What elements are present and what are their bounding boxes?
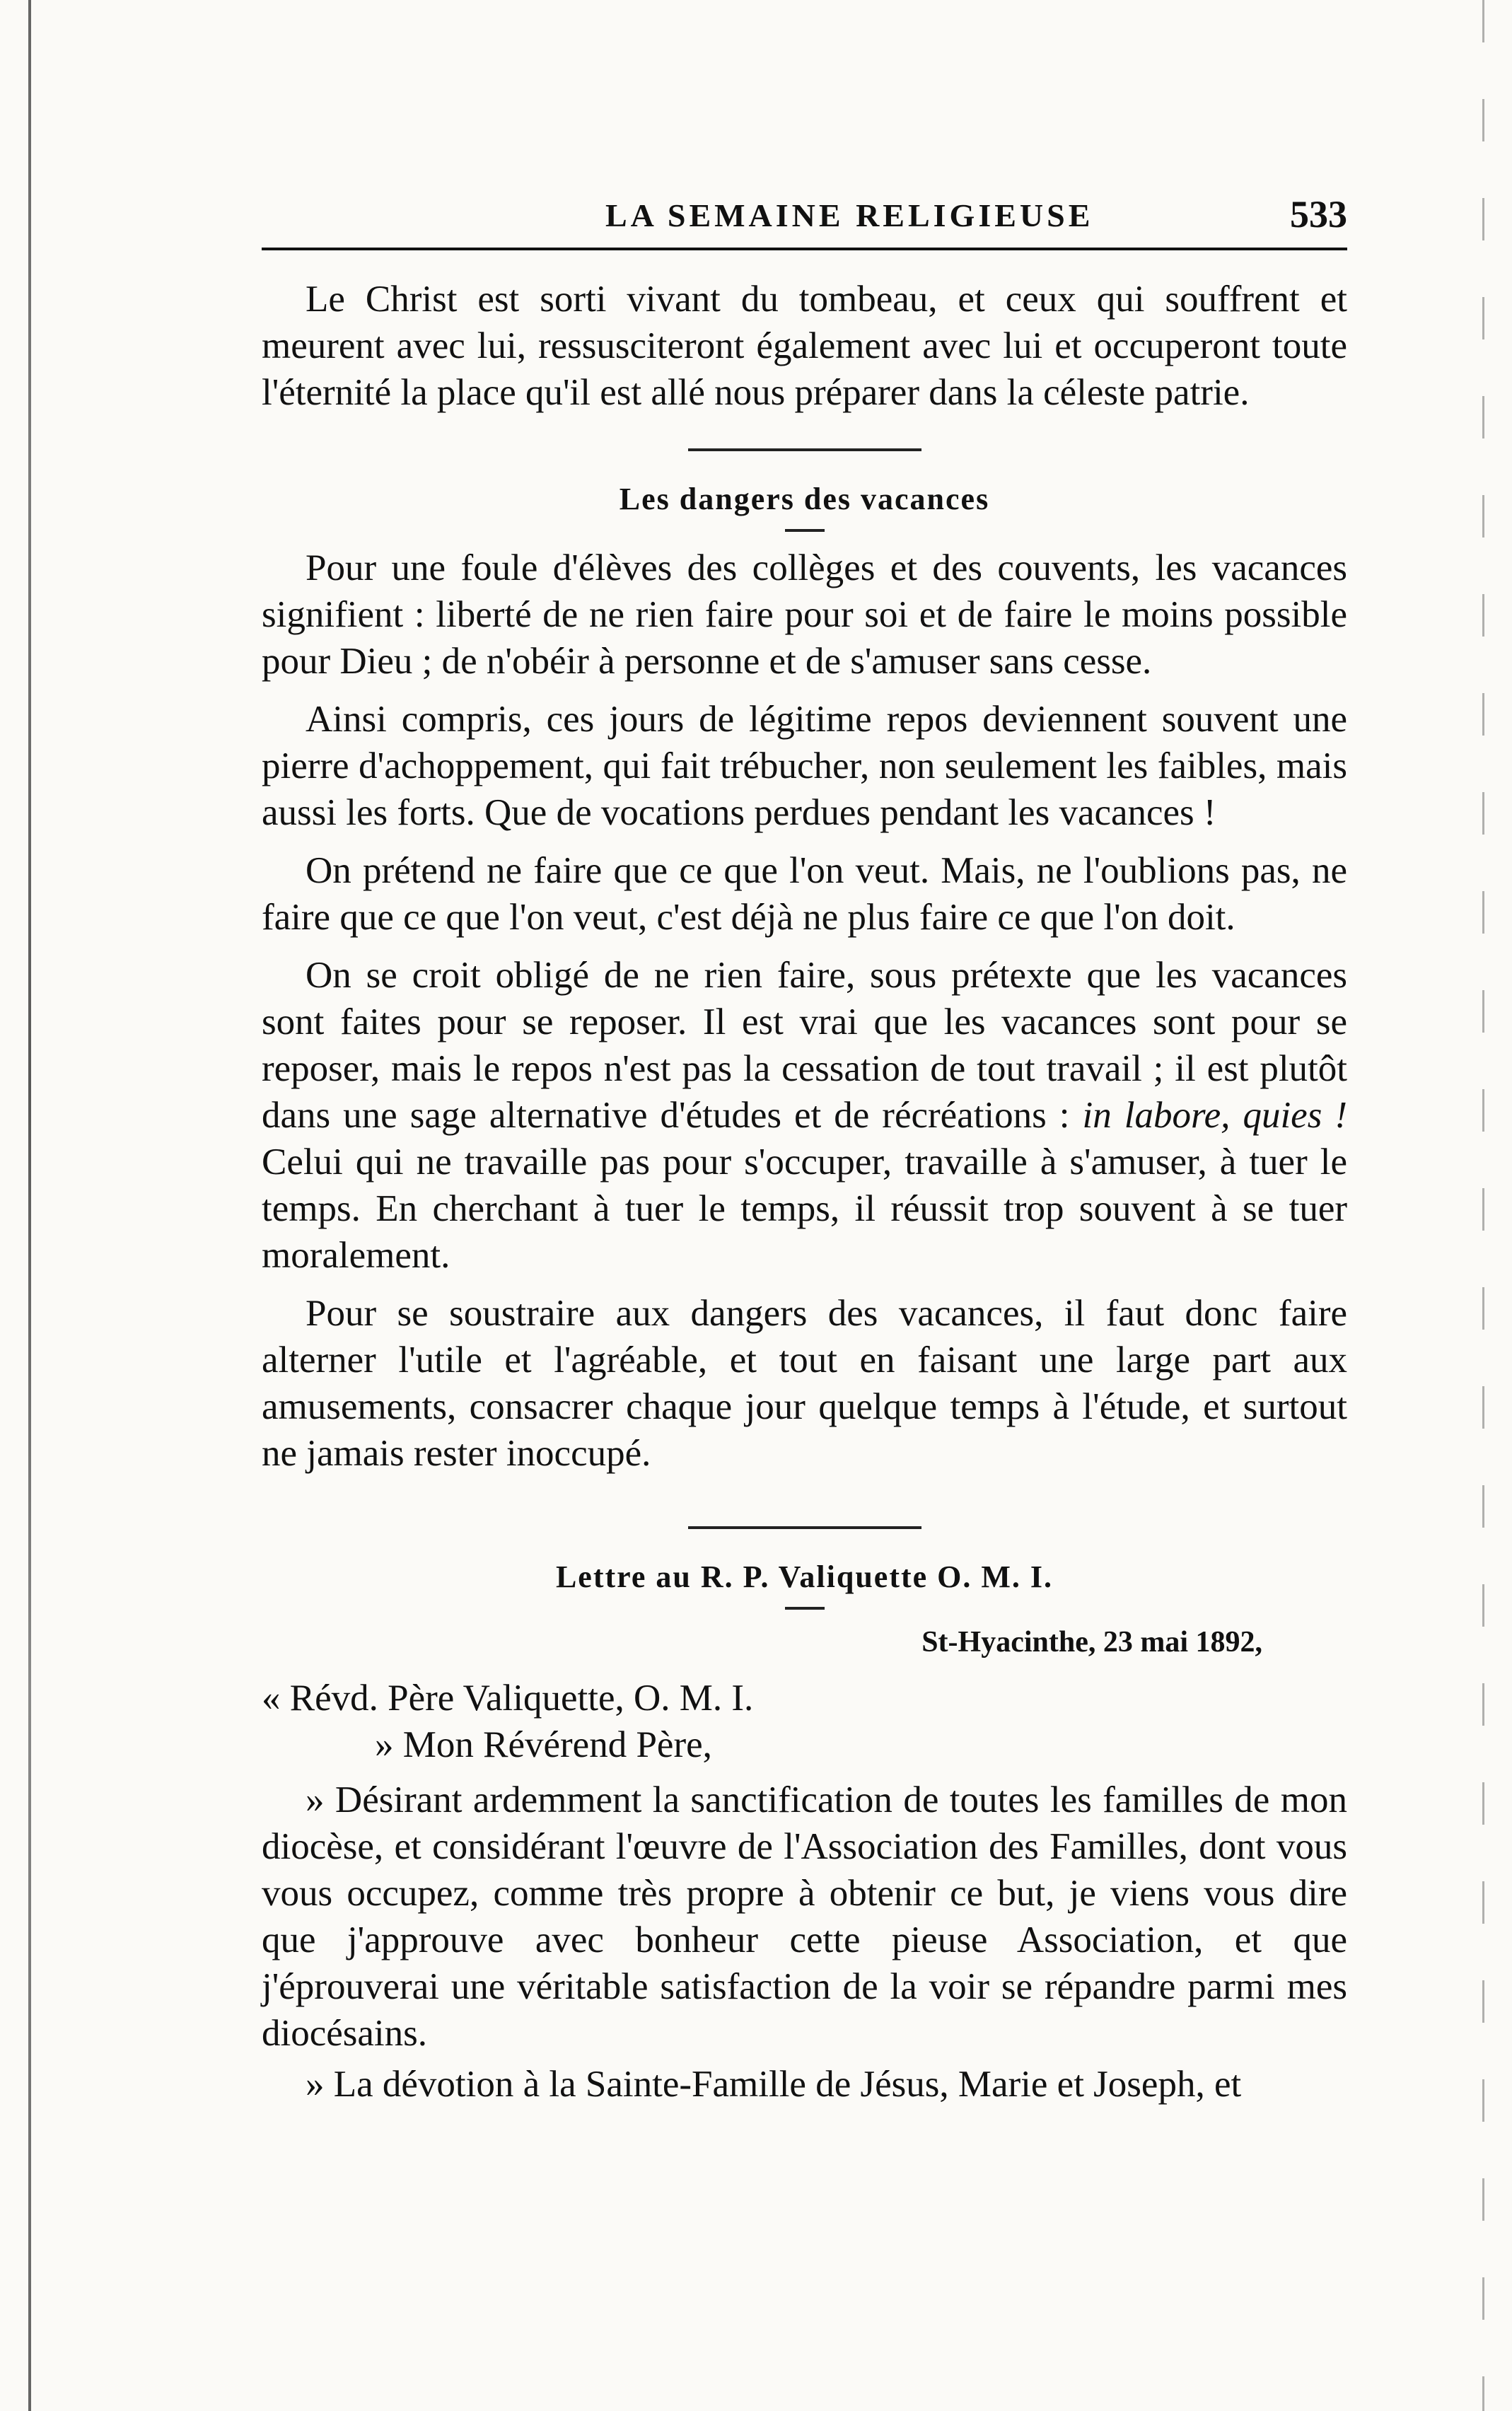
dangers-p4-text-b: Celui qui ne travaille pas pour s'occuper, travaille à s'amuser, à tuer le temps. En cherchant à tuer le temps, il réussit trop souvent à se tuer moralement.	[262, 1141, 1347, 1276]
letter-salutation: » Mon Révérend Père,	[375, 1724, 712, 1765]
title-dash	[785, 529, 825, 532]
letter-paragraph-1: » Désirant ardemment la sanctification de toutes les familles de mon diocèse, et considérant l'œuvre de l'Association des Familles, dont vous vous occupez, comme très propre à obtenir ce but, je viens vous dire que j'approuve avec bonheur cette pieuse Association, et que j'éprouverai une véritable satisfaction de la voir se répandre parmi mes diocésains.	[262, 1779, 1347, 2054]
page-header	[262, 182, 1347, 239]
section-title-letter: Lettre au R. P. Valiquette O. M. I.	[555, 1559, 1054, 1594]
dangers-paragraph-2: Ainsi compris, ces jours de légitime repos deviennent souvent une pierre d'achoppement, qui fait trébucher, non seulement les faibles, mais aussi les forts. Que de vocations perdues pendant les vacances !	[262, 699, 1347, 833]
title-dash	[785, 1607, 825, 1610]
dangers-paragraph-1: Pour une foule d'élèves des collèges et des couvents, les vacances signifient : liberté de ne rien faire pour soi et de faire le moins possible pour Dieu ; de n'obéir à personne et de s'amuser sans cesse.	[262, 547, 1347, 682]
page-number: 533	[1290, 193, 1347, 236]
running-title: LA SEMAINE RELIGIEUSE	[605, 197, 1094, 233]
section-title-dangers: Les dangers des vacances	[619, 482, 990, 516]
letter-dateline: St-Hyacinthe, 23 mai 1892,	[921, 1626, 1262, 1658]
letter-paragraph-2: » La dévotion à la Sainte-Famille de Jésus, Marie et Joseph, et	[306, 2064, 1242, 2105]
section-divider	[688, 448, 921, 451]
page-body	[262, 276, 1347, 2108]
scan-left-edge	[28, 0, 31, 2411]
dangers-paragraph-5: Pour se soustraire aux dangers des vacances, il faut donc faire alterner l'utile et l'agréable, et tout en faisant une large part aux amusements, consacrer chaque jour quelque temps à l'étude, et surtout ne jamais rester inoccupé.	[262, 1293, 1347, 1474]
latin-quote: in labore, quies !	[1082, 1095, 1347, 1136]
letter-address: « Révd. Père Valiquette, O. M. I.	[262, 1678, 754, 1719]
dangers-paragraph-3: On prétend ne faire que ce que l'on veut. Mais, ne l'oublions pas, ne faire que ce que l'on veut, c'est déjà ne plus faire ce que l'on doit.	[262, 850, 1347, 938]
dangers-p4-text-a: On se croit obligé de ne rien faire, sous prétexte que les vacances sont faites pour se reposer. Il est vrai que les vacances sont pour se reposer, mais le repos n'est pas la cessation de tout travail ; il est plutôt dans une sage alternative d'études et de récréations :	[262, 955, 1347, 1136]
header-rule	[262, 248, 1347, 250]
dangers-paragraph-4	[262, 952, 1347, 1279]
intro-paragraph: Le Christ est sorti vivant du tombeau, et ceux qui souffrent et meurent avec lui, ressusciteront également avec lui et occuperont toute l'éternité la place qu'il est allé nous préparer dans la céleste patrie.	[262, 279, 1347, 413]
scan-right-edge	[1482, 0, 1484, 2411]
section-divider	[688, 1526, 921, 1529]
